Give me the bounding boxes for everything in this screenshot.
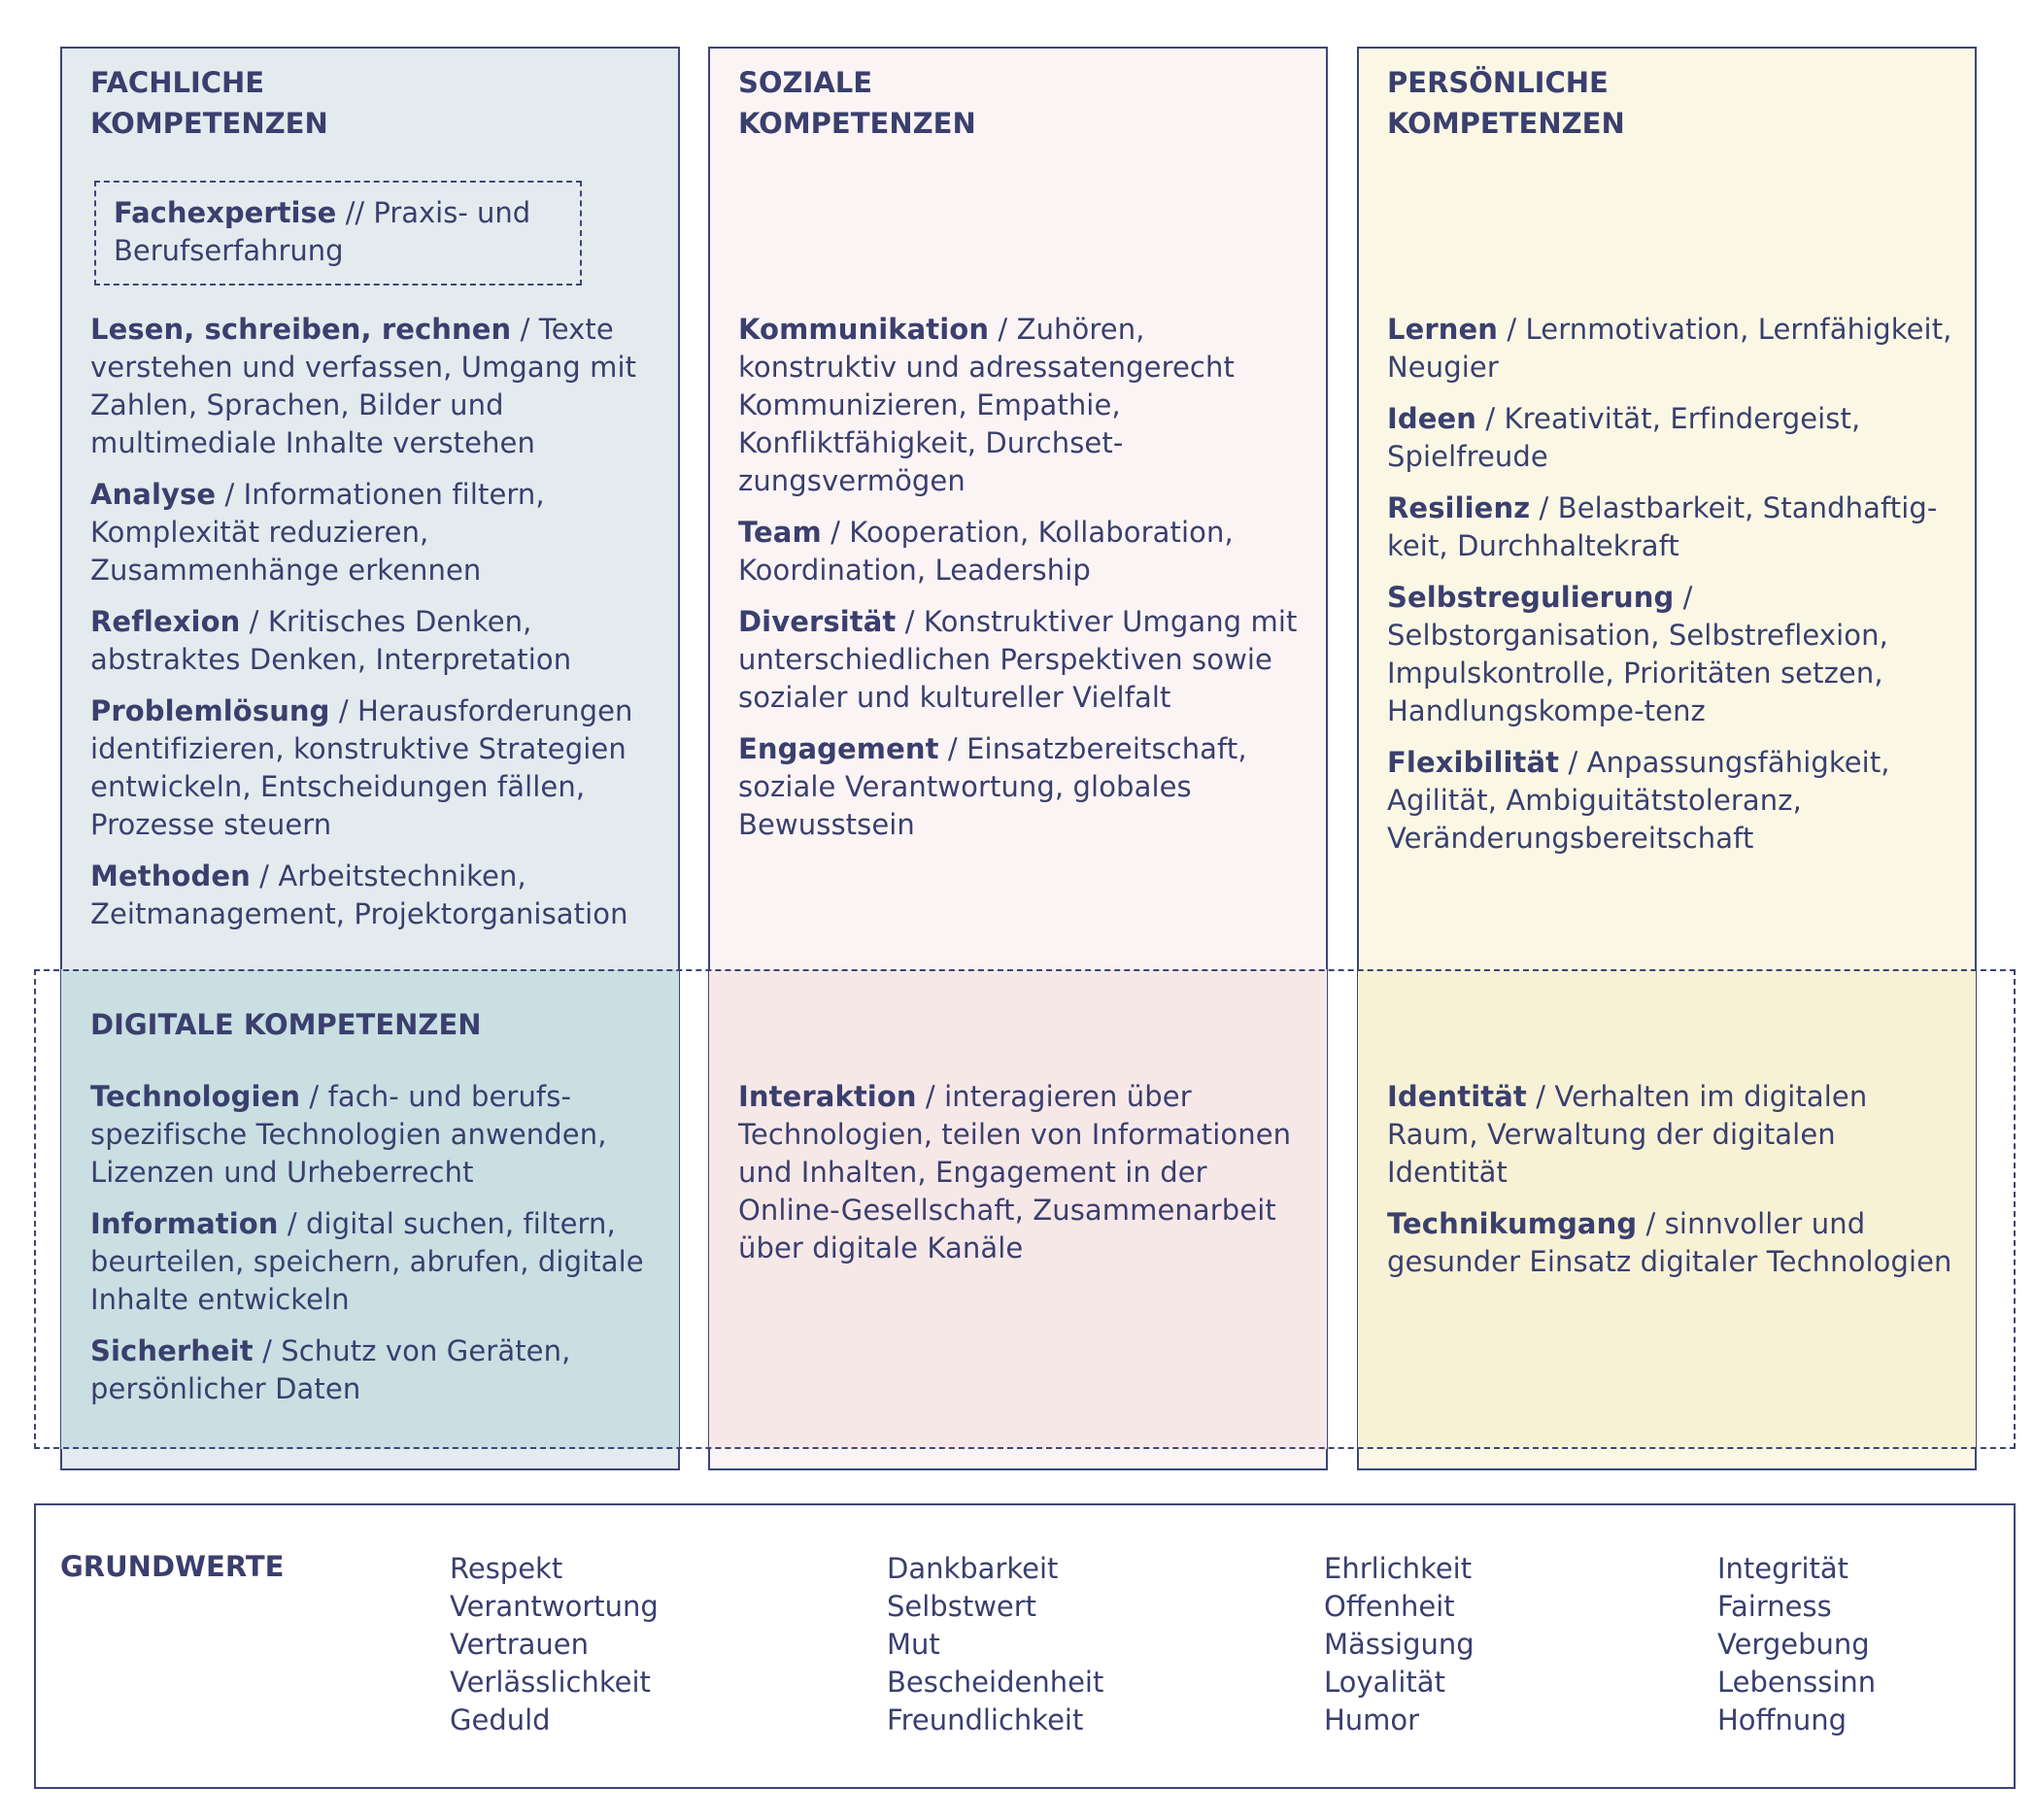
digitale-sozial-list — [738, 1078, 1302, 1281]
item-text: / digital suchen, filtern, beurteilen, speichern, abrufen, digitale Inhalte entwickeln — [90, 1207, 644, 1316]
fachexpertise-box — [94, 181, 582, 286]
item-term: Analyse — [90, 478, 217, 511]
value-item: Mässigung — [1324, 1628, 1475, 1661]
item-term: Information — [90, 1207, 279, 1240]
item-term: Lesen, schreiben, rechnen — [90, 313, 512, 346]
item-text: / Einsatzbereitschaft, soziale Verantwortung, globales Bewusstsein — [738, 732, 1247, 841]
item-text: / Selbstorganisation, Selbstreflexion, Impulskontrolle, Prioritäten setzen, Handlungskompe-tenz — [1387, 581, 1888, 727]
list-item — [90, 476, 654, 590]
item-text: / Kritisches Denken, abstraktes Denken, Interpretation — [90, 605, 572, 676]
item-text: / Zuhören, konstruktiv und adressatengerecht Kommunizieren, Empathie, Konfliktfähigkeit, Durchset-zungsvermögen — [738, 313, 1235, 497]
digitale-pers-list — [1387, 1078, 1960, 1295]
list-item — [1387, 489, 1960, 565]
list-item — [1387, 311, 1960, 387]
value-item: Integrität — [1717, 1552, 1849, 1585]
item-text: / Verhalten im digitalen Raum, Verwaltung der digitalen Identität — [1387, 1080, 1868, 1189]
value-item: Selbstwert — [887, 1590, 1037, 1623]
item-term: Identität — [1387, 1080, 1527, 1113]
item-text: / Herausforderungen identifizieren, konstruktive Strategien entwickeln, Entscheidungen fällen, Prozesse steuern — [90, 694, 633, 841]
item-term: Ideen — [1387, 402, 1477, 435]
item-text: / Schutz von Geräten, persönlicher Daten — [90, 1334, 571, 1405]
value-item: Offenheit — [1324, 1590, 1455, 1623]
value-item: Vergebung — [1717, 1628, 1870, 1661]
value-item: Vertrauen — [450, 1628, 590, 1661]
grundwerte-column-1 — [450, 1550, 659, 1739]
grundwerte-column-2 — [887, 1550, 1103, 1739]
item-text: / Konstruktiver Umgang mit unterschiedlichen Perspektiven sowie sozialer und kultureller Vielfalt — [738, 605, 1298, 714]
item-term: Sicherheit — [90, 1334, 254, 1367]
value-item: Hoffnung — [1717, 1703, 1848, 1736]
item-text: / Arbeitstechniken, Zeitmanagement, Projektorganisation — [90, 859, 628, 930]
heading-persoenliche-kompetenzen: PERSÖNLICHE KOMPETENZEN — [1387, 66, 1625, 140]
list-item — [738, 603, 1302, 717]
value-item: Fairness — [1717, 1590, 1832, 1623]
value-item: Verlässlichkeit — [450, 1666, 651, 1699]
item-term: Flexibilität — [1387, 746, 1560, 779]
list-item — [1387, 1078, 1960, 1192]
item-text: / Texte verstehen und verfassen, Umgang mit Zahlen, Sprachen, Bilder und multimediale Inhalte verstehen — [90, 313, 637, 459]
heading-digitale-kompetenzen: DIGITALE KOMPETENZEN — [90, 1008, 482, 1041]
item-text: / Anpassungsfähigkeit, Agilität, Ambiguitätstoleranz, Veränderungsbereitschaft — [1387, 746, 1890, 855]
value-item: Dankbarkeit — [887, 1552, 1059, 1585]
grundwerte-column-4 — [1717, 1550, 1876, 1739]
item-term: Technikumgang — [1387, 1207, 1638, 1240]
item-text: / Kooperation, Kollaboration, Koordination, Leadership — [738, 516, 1234, 587]
item-text: / Kreativität, Erfindergeist, Spielfreude — [1387, 402, 1861, 473]
list-item — [90, 603, 654, 679]
fachliche-list — [90, 311, 654, 947]
list-item — [738, 1078, 1302, 1267]
soziale-list — [738, 311, 1302, 858]
item-term: Reflexion — [90, 605, 241, 638]
list-item — [1387, 579, 1960, 730]
list-item — [90, 311, 654, 462]
item-term: Engagement — [738, 732, 939, 765]
value-item: Mut — [887, 1628, 940, 1661]
fachexpertise-text: // Praxis- und Berufserfahrung — [114, 196, 531, 267]
list-item — [1387, 1205, 1960, 1281]
list-item — [1387, 400, 1960, 476]
item-text: / interagieren über Technologien, teilen von Informationen und Inhalten, Engagement in der Online-Gesellschaft, Zusammenarbeit über digitale Kanäle — [738, 1080, 1292, 1264]
item-term: Problemlösung — [90, 694, 330, 727]
item-text: / sinnvoller und gesunder Einsatz digitaler Technologien — [1387, 1207, 1952, 1278]
fachexpertise-term: Fachexpertise — [114, 196, 337, 229]
item-term: Selbstregulierung — [1387, 581, 1675, 614]
list-item — [738, 311, 1302, 500]
value-item: Geduld — [450, 1703, 551, 1736]
value-item: Loyalität — [1324, 1666, 1445, 1699]
heading-fachliche-kompetenzen: FACHLICHE KOMPETENZEN — [90, 66, 328, 140]
item-term: Kommunikation — [738, 313, 990, 346]
item-term: Methoden — [90, 859, 251, 893]
grundwerte-column-3 — [1324, 1550, 1475, 1739]
item-text: / Informationen filtern, Komplexität reduzieren, Zusammenhänge erkennen — [90, 478, 545, 587]
list-item — [1387, 744, 1960, 858]
item-term: Technologien — [90, 1080, 301, 1113]
list-item — [738, 730, 1302, 844]
list-item — [90, 1205, 654, 1319]
value-item: Freundlichkeit — [887, 1703, 1084, 1736]
item-term: Team — [738, 516, 822, 549]
item-term: Diversität — [738, 605, 897, 638]
grundwerte-title: GRUNDWERTE — [60, 1550, 285, 1583]
item-term: Resilienz — [1387, 491, 1531, 524]
list-item — [738, 514, 1302, 590]
value-item: Ehrlichkeit — [1324, 1552, 1473, 1585]
item-text: / fach- und berufs-spezifische Technologien anwenden, Lizenzen und Urheberrecht — [90, 1080, 607, 1189]
value-item: Bescheidenheit — [887, 1666, 1104, 1699]
value-item: Respekt — [450, 1552, 563, 1585]
value-item: Humor — [1324, 1703, 1420, 1736]
item-text: / Belastbarkeit, Standhaftig-keit, Durchhaltekraft — [1387, 491, 1938, 562]
list-item — [90, 858, 654, 933]
persoenliche-list — [1387, 311, 1960, 871]
value-item: Verantwortung — [450, 1590, 659, 1623]
item-text: / Lernmotivation, Lernfähigkeit, Neugier — [1387, 313, 1952, 384]
item-term: Lernen — [1387, 313, 1499, 346]
digitale-fach-list — [90, 1078, 654, 1422]
list-item — [90, 1332, 654, 1408]
list-item — [90, 1078, 654, 1192]
value-item: Lebenssinn — [1717, 1666, 1877, 1699]
heading-soziale-kompetenzen: SOZIALE KOMPETENZEN — [738, 66, 976, 140]
list-item — [90, 692, 654, 844]
item-term: Interaktion — [738, 1080, 917, 1113]
